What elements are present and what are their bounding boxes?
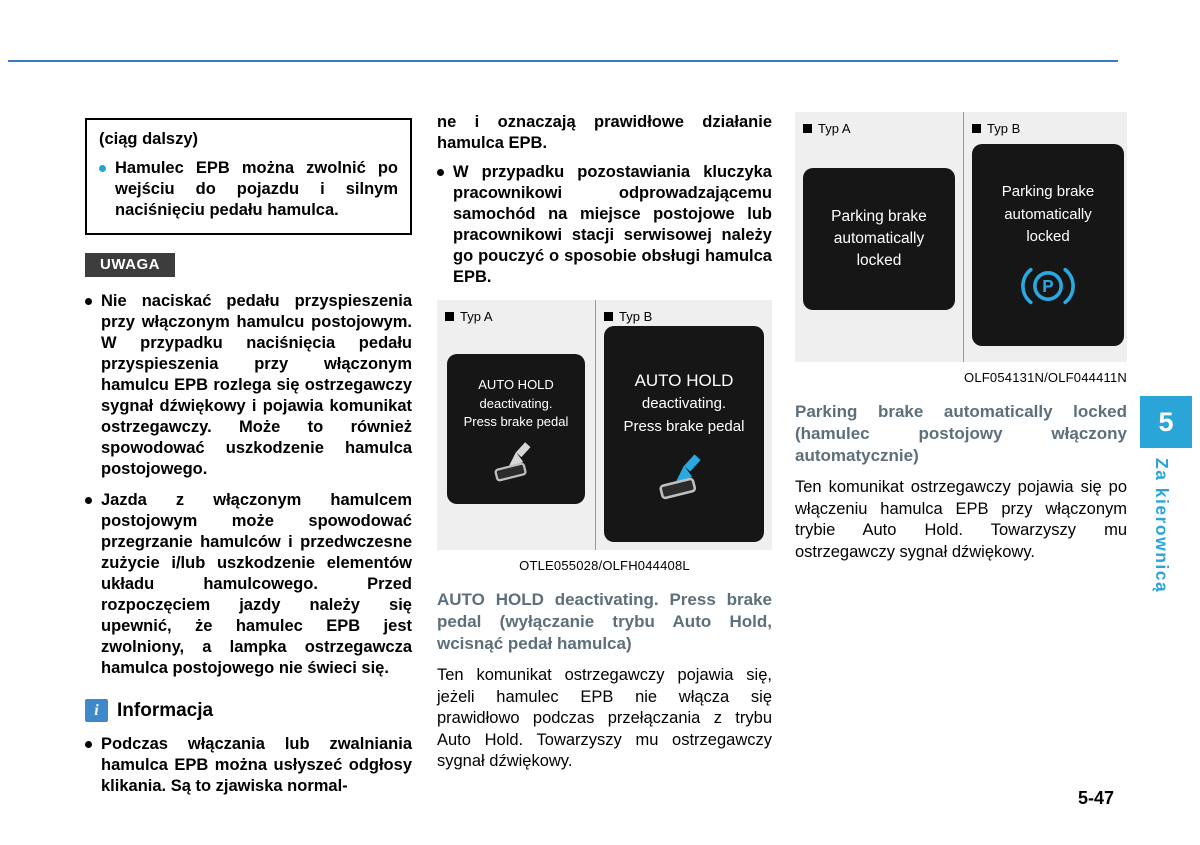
- type-b-label: [972, 121, 1020, 136]
- figure-type-b-panel: [963, 112, 1132, 362]
- figure-type-a-panel: [437, 300, 595, 550]
- type-a-label-text: Typ A: [818, 121, 851, 136]
- screen-message: Parking brake automatically locked: [831, 208, 927, 269]
- continuation-text: ne i oznaczają prawidłowe działanie hamulca EPB.: [437, 113, 772, 152]
- parking-brake-icon: [1019, 263, 1077, 309]
- list-item: [85, 490, 412, 679]
- info-bullet-text: Podczas włączania lub zwalniania hamulca EPB można usłyszeć odgłosy klikania. Są to zjawiska normal-: [101, 735, 412, 795]
- list-item: [437, 162, 772, 288]
- message-heading: Parking brake automatically locked (hamulec postojowy włączony automatycznie): [795, 402, 1127, 465]
- type-a-label: [803, 121, 851, 136]
- bullet-icon: [85, 741, 92, 748]
- message-description: Ten komunikat ostrzegawczy pojawia się po włączeniu hamulca EPB przy włączonym trybie Auto Hold. Towarzyszy mu ostrzegawczy sygnał dźwiękowy.: [795, 478, 1127, 561]
- type-marker-icon: [604, 312, 613, 321]
- left-column: [85, 118, 412, 797]
- info-bullet: [85, 734, 412, 797]
- type-marker-icon: [803, 124, 812, 133]
- bullet-icon: [99, 165, 106, 172]
- message-heading: AUTO HOLD deactivating. Press brake pedal (wyłączanie trybu Auto Hold, wcisnąć pedał hamulca): [437, 590, 772, 653]
- page-number: 5-47: [1078, 788, 1115, 808]
- type-a-label: [445, 309, 493, 324]
- continued-bullet: [99, 158, 398, 221]
- continued-title: (ciąg dalszy): [99, 130, 199, 148]
- type-b-label-text: Typ B: [987, 121, 1021, 136]
- type-a-label-text: Typ A: [460, 309, 493, 324]
- caution-list: [85, 291, 412, 679]
- continued-bullet-text: Hamulec EPB można zwolnić po wejściu do pojazdu i silnym naciśnięciu pedału hamulca.: [115, 159, 398, 219]
- info-title: Informacja: [117, 699, 214, 721]
- message-description: Ten komunikat ostrzegawczy pojawia się, jeżeli hamulec EPB nie włącza się prawidłowo podczas przełączania z trybu Auto Hold. Towarzyszy mu ostrzegawczy sygnał dźwiękowy.: [437, 666, 772, 770]
- screen-message: Parking brake automatically locked: [1001, 183, 1095, 246]
- figure-caption: OTLE055028/OLFH044408L: [519, 558, 690, 573]
- cluster-screen-type-a: [447, 354, 585, 504]
- bullet-icon: [437, 169, 444, 176]
- caution-bullet-text: Jazda z włączonym hamulcem postojowym może spowodować przegrzanie hamulców i przedwczesne zużycie i/lub uszkodzenie elementów układu hamulcowego. Przed rozpoczęciem jazdy należy się upewnić, że hamulec EPB jest zwolniony, a lampka ostrzegawcza hamulca postojowego nie świeci się.: [101, 491, 412, 677]
- screen-message: AUTO HOLD deactivating. Press brake pedal: [463, 376, 569, 430]
- parking-brake-figure: [795, 112, 1127, 362]
- parking-p-glyph: P: [1042, 275, 1054, 296]
- cluster-screen-type-b: [972, 144, 1124, 346]
- type-marker-icon: [445, 312, 454, 321]
- chapter-title-vertical: Za kierownicą: [1152, 458, 1172, 594]
- cluster-screen-type-a: [803, 168, 955, 310]
- continued-note-box: [85, 118, 412, 235]
- middle-bullet-text: W przypadku pozostawiania kluczyka pracownikowi odprowadzającemu samochód na miejsce postojowe lub pracownikowi stacji serwisowej należy go pouczyć o sposobie obsługi hamulca EPB.: [453, 163, 772, 286]
- info-icon-glyph: i: [94, 701, 99, 719]
- figure-caption: OLF054131N/OLF044411N: [964, 370, 1127, 385]
- top-rule: [8, 60, 1118, 62]
- caution-label: UWAGA: [85, 253, 175, 277]
- right-column: [795, 112, 1127, 563]
- info-icon: [85, 699, 108, 722]
- figure-type-a-panel: [795, 112, 963, 362]
- bullet-icon: [85, 497, 92, 504]
- screen-message: AUTO HOLD deactivating. Press brake pedal: [623, 370, 745, 435]
- auto-hold-figure: [437, 300, 772, 550]
- middle-column: [437, 112, 772, 773]
- cluster-screen-type-b: [604, 326, 764, 542]
- list-item: [85, 291, 412, 480]
- brake-pedal-icon: [659, 454, 709, 500]
- type-b-label: [604, 309, 652, 324]
- info-section-heading: [85, 699, 412, 722]
- caution-bullet-text: Nie naciskać pedału przyspieszenia przy włączonym hamulcu postojowym. W przypadku naciśnięcia pedału przyspieszenia przy włączonym hamulcu EPB rozlega się ostrzegawczy sygnał dźwiękowy i pojawia komunikat ostrzegawczy. Może to również spowodować uszkodzenie hamulca postojowego.: [101, 292, 412, 478]
- figure-type-b-panel: [595, 300, 772, 550]
- chapter-number-tab: 5: [1140, 396, 1192, 448]
- brake-pedal-icon: [494, 442, 538, 482]
- type-marker-icon: [972, 124, 981, 133]
- type-b-label-text: Typ B: [619, 309, 653, 324]
- bullet-icon: [85, 298, 92, 305]
